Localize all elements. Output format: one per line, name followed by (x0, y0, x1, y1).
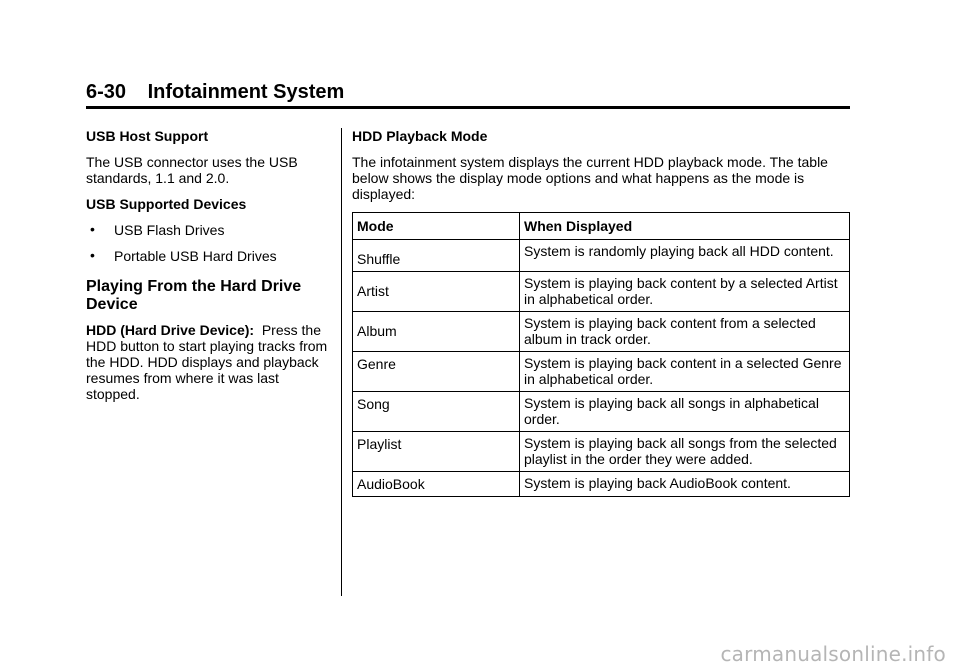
left-column (86, 128, 328, 412)
description-cell: System is playing back all songs from the selected playlist in the order they were added. (520, 432, 850, 472)
description-cell: System is playing back content by a selected Artist in alphabetical order. (520, 272, 850, 312)
description-cell: System is playing back AudioBook content. (520, 472, 850, 497)
bullet-icon: • (90, 247, 95, 263)
section-title: Playing From the Hard Drive Device (86, 278, 302, 313)
table-row (353, 352, 850, 392)
column-header-mode: Mode (353, 213, 520, 240)
list-item-label: USB Flash Drives (114, 222, 225, 238)
table-row (353, 432, 850, 472)
list-item (86, 222, 328, 238)
usb-device-list (86, 222, 328, 264)
page-number: 6-30 (86, 81, 127, 103)
table-row (353, 312, 850, 352)
right-column (352, 128, 850, 497)
mode-cell: Playlist (353, 432, 520, 472)
mode-cell: Shuffle (353, 240, 520, 272)
usb-host-text: The USB connector uses the USB standards, 1.1 and 2.0. (86, 154, 298, 186)
table-row (353, 240, 850, 272)
mode-cell: AudioBook (353, 472, 520, 497)
description-cell: System is randomly playing back all HDD content. (520, 240, 850, 272)
description-cell: System is playing back all songs in alphabetical order. (520, 392, 850, 432)
list-item-label: Portable USB Hard Drives (114, 248, 277, 264)
hdd-text: Press the HDD button to start playing tracks from the HDD. HDD displays and playback resumes from where it was last stopped. (86, 322, 328, 402)
column-divider (341, 128, 342, 596)
list-item (86, 248, 328, 264)
usb-devices-heading: USB Supported Devices (86, 196, 247, 212)
hdd-paragraph (86, 322, 328, 402)
mode-cell: Song (353, 392, 520, 432)
playback-mode-intro: The infotainment system displays the current HDD playback mode. The table below shows the display mode options and what happens as the mode is displayed: (352, 154, 828, 202)
mode-cell: Genre (353, 352, 520, 392)
mode-cell: Artist (353, 272, 520, 312)
column-header-when-displayed: When Displayed (520, 213, 850, 240)
chapter-title: Infotainment System (147, 81, 345, 103)
page-header (86, 80, 850, 109)
table-row (353, 272, 850, 312)
playback-mode-table (352, 212, 850, 497)
usb-host-heading: USB Host Support (86, 128, 209, 144)
playback-mode-heading: HDD Playback Mode (352, 128, 488, 144)
table-row (353, 392, 850, 432)
table-row (353, 472, 850, 497)
watermark: carmanualsonline.info (720, 642, 946, 666)
bullet-icon: • (90, 221, 95, 237)
table-header-row (353, 213, 850, 240)
hdd-lead: HDD (Hard Drive Device): (86, 322, 255, 338)
description-cell: System is playing back content in a selected Genre in alphabetical order. (520, 352, 850, 392)
description-cell: System is playing back content from a selected album in track order. (520, 312, 850, 352)
mode-cell: Album (353, 312, 520, 352)
